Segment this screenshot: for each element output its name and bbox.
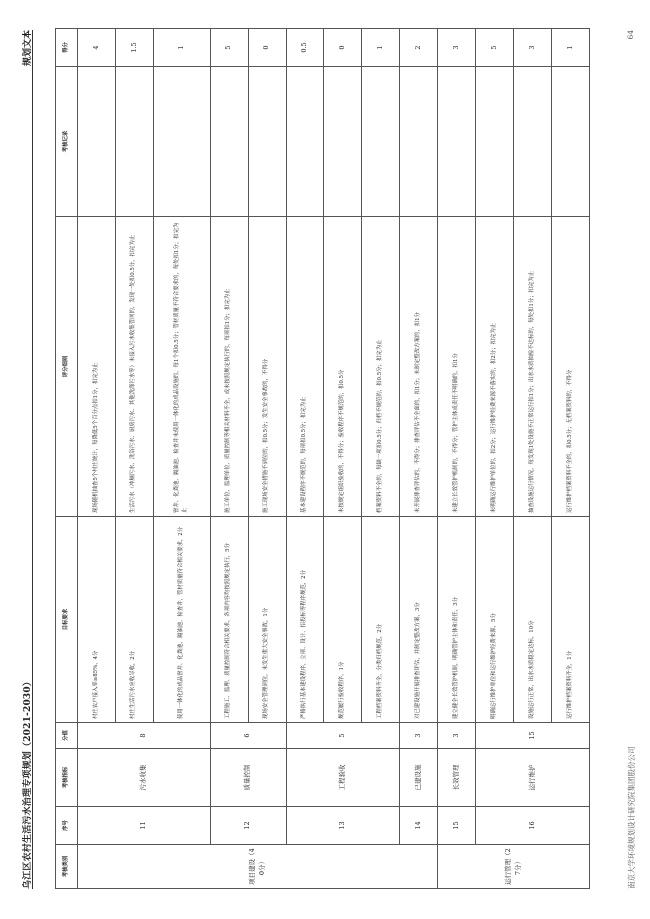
index-cell: 13: [286, 807, 400, 845]
target-cell: 村庄生活污水应收尽收，2分: [115, 517, 153, 723]
score-cell: 1: [153, 29, 210, 67]
rule-cell: 未明确运行维护单位的，扣2分；运行维护经费来源不落实的，扣2分；扣完为止: [476, 217, 514, 517]
category-cell: 项目建设（40分）: [78, 845, 438, 889]
target-cell: 工程档案资料齐全，分类归档规范，2分: [362, 517, 400, 723]
indicator-cell: 已建设施: [400, 749, 438, 807]
index-cell: 16: [476, 807, 590, 845]
column-header: 考核记录: [56, 67, 78, 217]
assessment-table: [55, 28, 590, 889]
target-cell: 运行维护档案资料齐全，1分: [551, 517, 589, 723]
rule-cell: 施工现场安全措施不到位的，扣0.5分；发生安全事故的，不得分: [248, 217, 286, 517]
index-cell: 14: [400, 807, 438, 845]
score-cell: 0: [248, 29, 286, 67]
indicator-cell: 质量控制: [210, 749, 286, 807]
target-cell: 对已建设施开展排查评估，并制定整改方案，3分: [400, 517, 438, 723]
target-cell: 使用一体化的成品窨井、化粪池、隔油池、检查井，管材质量符合相关要求，2分: [153, 517, 210, 723]
record-cell: [514, 67, 552, 217]
target-cell: 设施运行正常，出水水质稳定达标，10分: [514, 517, 552, 723]
score-cell: 5: [210, 29, 248, 67]
record-cell: [324, 67, 362, 217]
points-cell: 5: [286, 723, 400, 749]
record-cell: [438, 67, 476, 217]
table-row: [476, 29, 514, 889]
column-header: 分值: [56, 723, 78, 749]
indicator-cell: 长效管理: [438, 749, 476, 807]
index-cell: 12: [210, 807, 286, 845]
target-cell: 工程施工、监理、质量控制符合相关要求，各项内容均按照规定执行，5分: [210, 517, 248, 723]
rule-cell: 档案资料不全的，每缺一项扣0.5分；归档不规范的，扣0.5分；扣完为止: [362, 217, 400, 517]
rule-cell: 基本建设程序不规范的，每项扣0.5分；扣完为止: [286, 217, 324, 517]
record-cell: [286, 67, 324, 217]
score-cell: 1: [551, 29, 589, 67]
score-cell: 1: [362, 29, 400, 67]
table-row: [286, 29, 324, 889]
header-divider: [32, 30, 33, 889]
record-cell: [476, 67, 514, 217]
column-header: 评分细则: [56, 217, 78, 517]
footer-organization: 南京大学环境规划设计研究院集团股份公司: [627, 746, 636, 889]
points-cell: 8: [78, 723, 211, 749]
target-cell: 村庄农户接入率≥85%，4分: [78, 517, 116, 723]
score-cell: 3: [438, 29, 476, 67]
record-cell: [248, 67, 286, 217]
page-number: 64: [626, 30, 635, 40]
category-cell: 运行管理（27分）: [438, 845, 590, 889]
score-cell: 0.5: [286, 29, 324, 67]
points-cell: 15: [476, 723, 590, 749]
points-cell: 3: [438, 723, 476, 749]
document-title: 乌江区农村生活污水治理专项规划（2021-2030）: [23, 676, 33, 889]
score-cell: 0: [324, 29, 362, 67]
rule-cell: 未按规定组织验收的，不得分；验收程序不规范的，扣0.5分: [324, 217, 362, 517]
record-cell: [115, 67, 153, 217]
column-header: 得分: [56, 29, 78, 67]
points-cell: 6: [210, 723, 286, 749]
score-cell: 5: [476, 29, 514, 67]
score-cell: 1.5: [115, 29, 153, 67]
table-row: [438, 29, 476, 889]
target-cell: 现场安全管理到位，未发生重大安全事故，1分: [248, 517, 286, 723]
target-cell: 严格执行基本建设程序，立项、设计、招投标等程序规范，2分: [286, 517, 324, 723]
index-cell: 15: [438, 807, 476, 845]
table-row: [78, 29, 116, 889]
index-cell: 11: [78, 807, 211, 845]
indicator-cell: 工程验收: [286, 749, 400, 807]
record-cell: [400, 67, 438, 217]
indicator-cell: 运行维护: [476, 749, 590, 807]
table-row: [400, 29, 438, 889]
record-cell: [362, 67, 400, 217]
score-cell: 3: [514, 29, 552, 67]
rule-cell: 未开展排查评估的，不得分；排查评估不全面的，扣1分；未制定整改方案的，扣1分: [400, 217, 438, 517]
target-cell: 建立健全长效管护机制，明确管护主体和责任，3分: [438, 517, 476, 723]
section-label: 规划文本: [23, 30, 33, 67]
record-cell: [551, 67, 589, 217]
points-cell: 3: [400, 723, 438, 749]
rule-cell: 运行维护档案资料不全的，扣0.5分；无档案资料的，不得分: [551, 217, 589, 517]
rule-cell: 窨井、化粪池、隔油池、检查井未使用一体化的成品设施的，每1个扣0.5分；管材质量不符合要求的，每处扣1分；扣完为止: [153, 217, 210, 517]
score-cell: 4: [78, 29, 116, 67]
indicator-cell: 污水收集: [78, 749, 211, 807]
column-header: 目标要求: [56, 517, 78, 723]
column-header: 序号: [56, 807, 78, 845]
rule-cell: 生活污水（冲厕污水、洗浴污水、厨房污水、其他洗涤污水等）未接入污水收集管网的，发现一处扣0.5分，扣完为止: [115, 217, 153, 517]
record-cell: [210, 67, 248, 217]
column-header: 考核指标: [56, 749, 78, 807]
score-cell: 2: [400, 29, 438, 67]
rule-cell: 抽查设施运行情况，每发现1处设施不正常运行扣1分；出水水质抽检不达标的，每处扣1分；扣完为止: [514, 217, 552, 517]
table-header-row: [56, 29, 78, 889]
record-cell: [78, 67, 116, 217]
column-header: 考核类别: [56, 845, 78, 889]
rule-cell: 现场随机抽查5个村庄统计，每降低5个百分点扣1分，扣完为止: [78, 217, 116, 517]
rule-cell: 未建立长效管护机制的，不得分；管护主体或责任不明确的，扣1分: [438, 217, 476, 517]
table-row: [210, 29, 248, 889]
record-cell: [153, 67, 210, 217]
target-cell: 规范履行验收程序，1分: [324, 517, 362, 723]
target-cell: 明确运行维护单位和运行维护经费来源，5分: [476, 517, 514, 723]
rule-cell: 施工单位、监理单位、质量控制等相关材料不全，或未按照规定执行的，每项扣1分；扣完为止: [210, 217, 248, 517]
